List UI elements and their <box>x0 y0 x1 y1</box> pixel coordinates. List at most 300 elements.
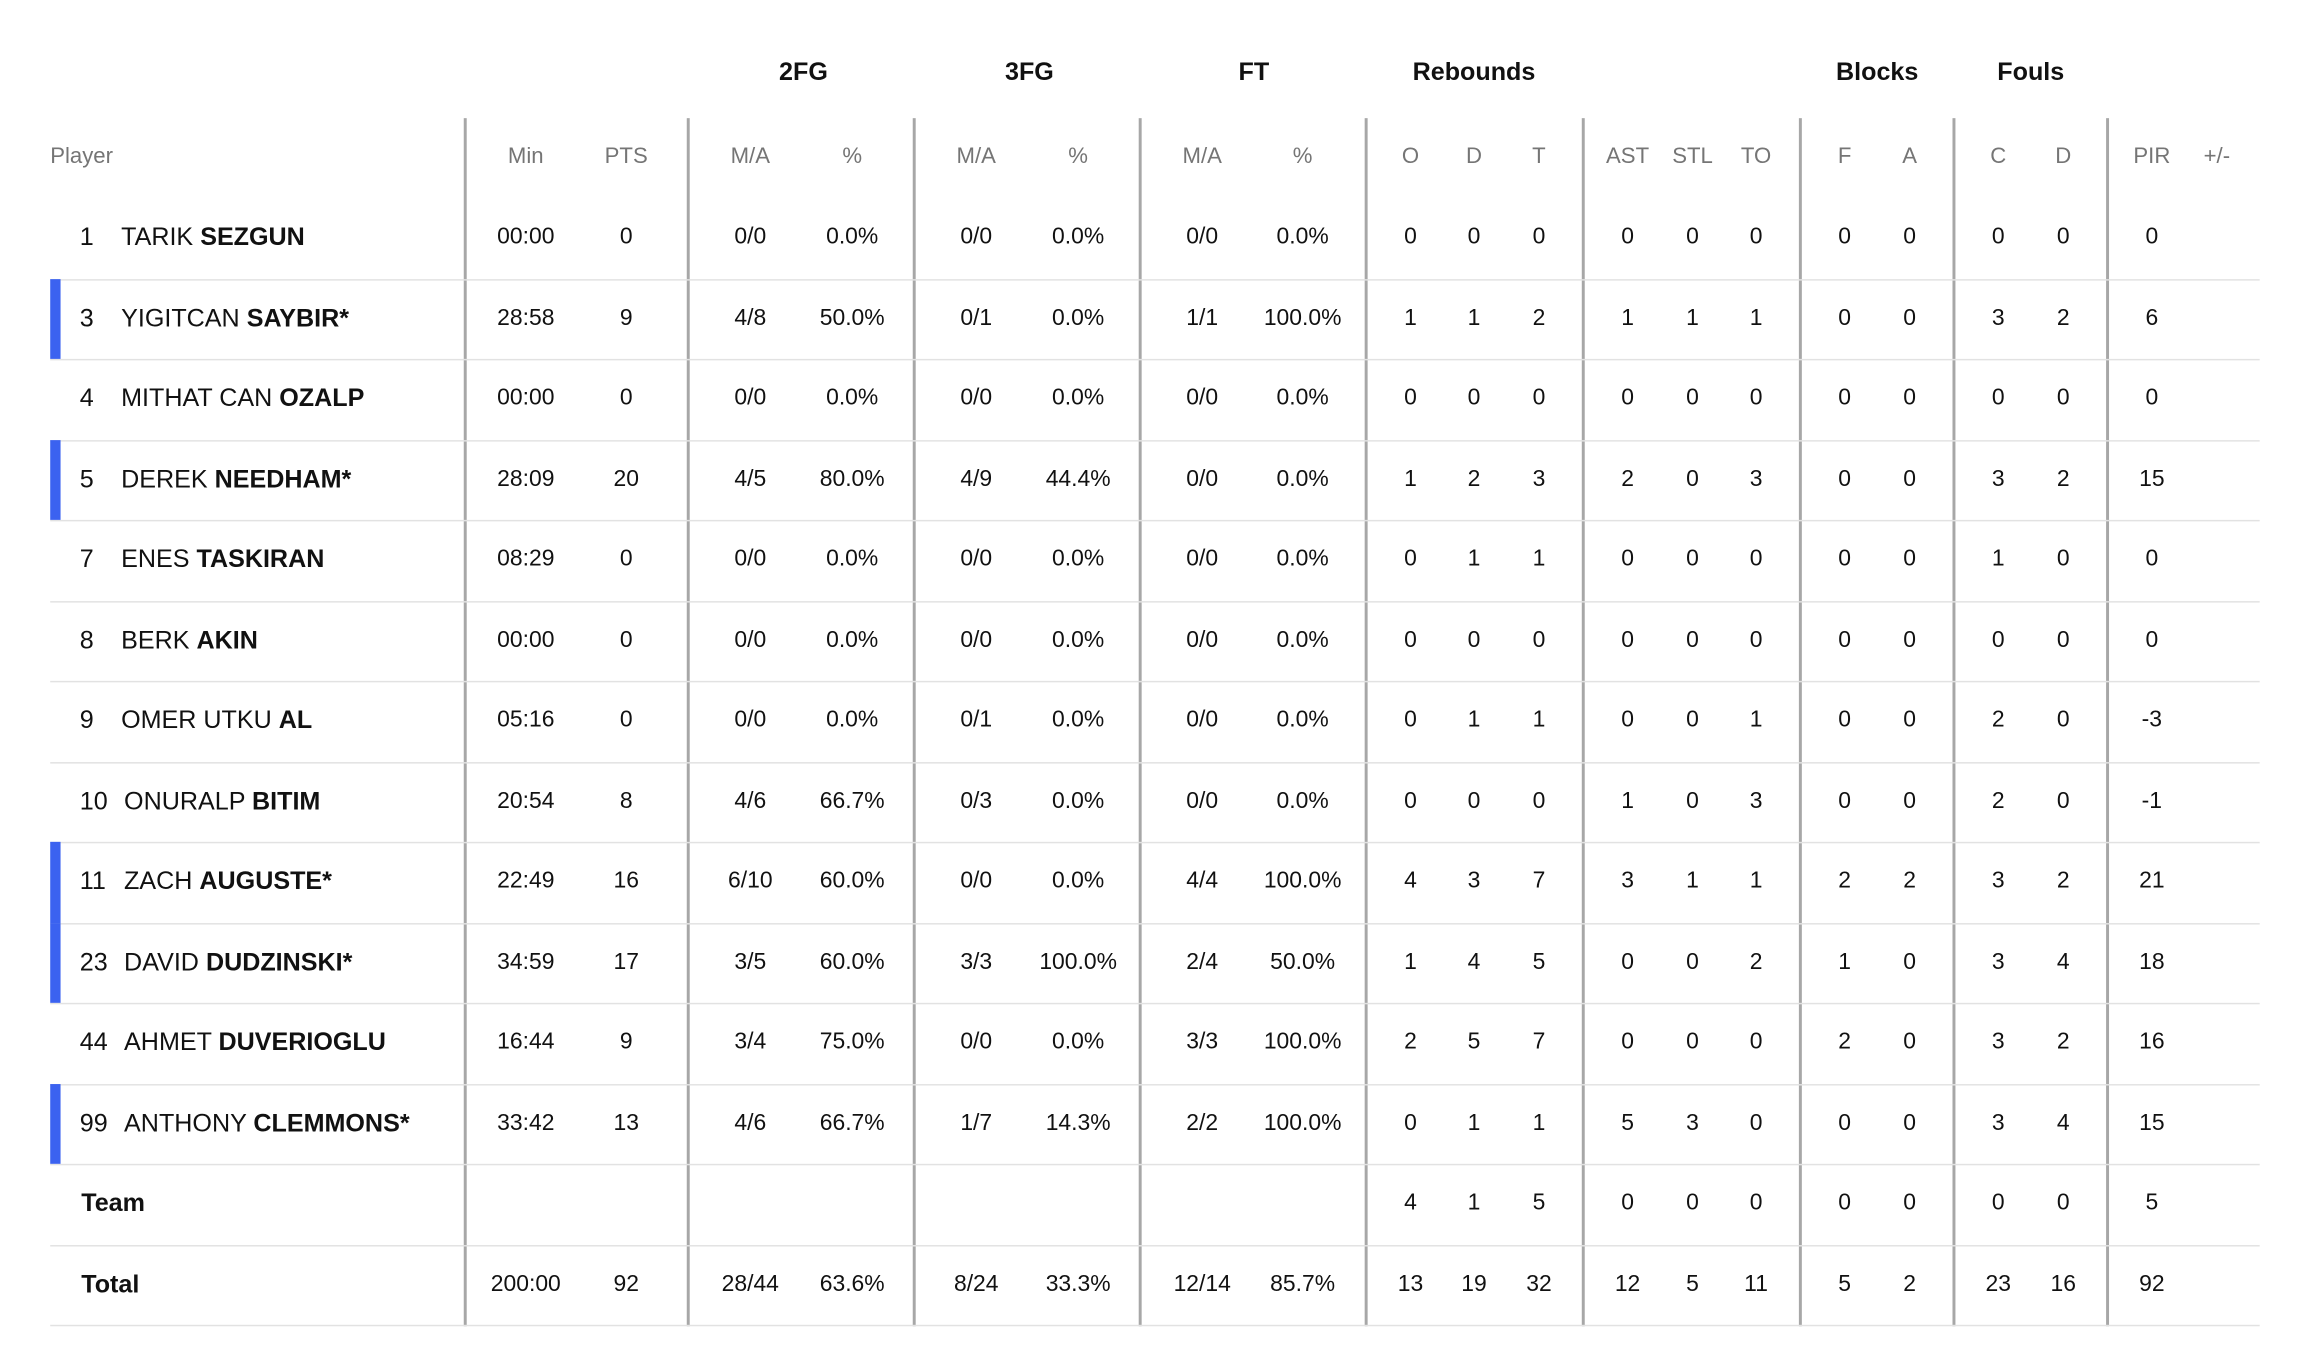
cell-reb-t: 1 <box>1532 1110 1546 1136</box>
group-ft: FT <box>1238 57 1270 86</box>
cell-pir: 92 <box>2139 1271 2165 1297</box>
cell-pts: 92 <box>613 1271 639 1297</box>
cell-fg2-ma: 0/0 <box>734 385 767 411</box>
cell-foul-d: 0 <box>2056 788 2070 814</box>
cell-reb-o: 0 <box>1404 224 1417 250</box>
starter-marker <box>50 278 60 358</box>
cell-stl: 0 <box>1686 788 1699 814</box>
cell-pts: 20 <box>613 466 639 492</box>
cell-reb-o: 0 <box>1404 385 1417 411</box>
cell-ast: 2 <box>1621 466 1634 492</box>
cell-ft-ma: 0/0 <box>1186 466 1219 492</box>
cell-stl: 0 <box>1686 385 1699 411</box>
player-last-name: AUGUSTE* <box>199 867 332 896</box>
cell-blk-f: 2 <box>1838 1029 1852 1055</box>
cell-foul-c: 0 <box>1991 385 2005 411</box>
col-pts[interactable]: PTS <box>604 143 648 170</box>
cell-fg2-pct: 80.0% <box>819 466 885 492</box>
cell-stl: 0 <box>1686 1190 1699 1216</box>
group-fouls: Fouls <box>1997 57 2065 86</box>
cell-fg3-pct: 0.0% <box>1052 788 1105 814</box>
cell-stl: 3 <box>1686 1110 1699 1136</box>
starter-marker <box>50 1083 60 1163</box>
cell-foul-d: 4 <box>2056 1110 2070 1136</box>
cell-to: 1 <box>1749 868 1763 894</box>
team-label: Team <box>81 1189 145 1218</box>
cell-blk-a: 0 <box>1903 224 1917 250</box>
cell-foul-d: 2 <box>2056 868 2070 894</box>
player-first-name: AHMET <box>124 1028 212 1057</box>
cell-to: 0 <box>1749 1110 1763 1136</box>
cell-foul-c: 3 <box>1991 1029 2005 1055</box>
table-row[interactable] <box>50 520 2259 602</box>
player-first-name: TARIK <box>121 223 194 252</box>
cell-ast: 0 <box>1621 627 1634 653</box>
cell-ft-pct: 100.0% <box>1263 1110 1342 1136</box>
cell-to: 0 <box>1749 1190 1763 1216</box>
col-foul-d[interactable]: D <box>2055 143 2072 170</box>
player-last-name: AL <box>278 706 313 735</box>
cell-fg3-ma: 8/24 <box>953 1271 999 1297</box>
cell-fg2-pct: 0.0% <box>826 707 879 733</box>
cell-reb-t: 0 <box>1532 224 1546 250</box>
cell-blk-f: 0 <box>1838 466 1852 492</box>
col-foul-c[interactable]: C <box>1990 143 2007 170</box>
player-number: 5 <box>79 464 94 493</box>
cell-pir: -1 <box>2141 788 2163 814</box>
table-row[interactable] <box>50 842 2259 924</box>
table-row[interactable] <box>50 1083 2259 1165</box>
cell-pir: 6 <box>2145 305 2159 331</box>
cell-to: 3 <box>1749 466 1763 492</box>
player-name[interactable] <box>121 223 305 253</box>
cell-fg3-pct: 44.4% <box>1045 466 1111 492</box>
cell-pir: 15 <box>2139 466 2165 492</box>
cell-pts: 0 <box>619 385 633 411</box>
cell-ast: 0 <box>1621 949 1634 975</box>
col-reb-o[interactable]: O <box>1401 143 1420 170</box>
cell-stl: 0 <box>1686 949 1699 975</box>
player-number: 8 <box>79 625 94 654</box>
cell-fg2-ma: 4/5 <box>734 466 767 492</box>
cell-fg3-ma: 0/3 <box>960 788 993 814</box>
cell-ast: 1 <box>1621 788 1634 814</box>
cell-fg3-pct: 14.3% <box>1045 1110 1111 1136</box>
cell-fg2-pct: 60.0% <box>819 949 885 975</box>
cell-fg3-ma: 0/0 <box>960 627 993 653</box>
cell-fg3-pct: 0.0% <box>1052 385 1105 411</box>
cell-pts: 0 <box>619 546 633 572</box>
cell-to: 0 <box>1749 385 1763 411</box>
player-number: 99 <box>79 1108 108 1137</box>
cell-reb-t: 0 <box>1532 627 1546 653</box>
table-row[interactable] <box>50 922 2259 1004</box>
cell-fg2-pct: 66.7% <box>819 1110 885 1136</box>
cell-reb-o: 1 <box>1404 305 1417 331</box>
player-number: 23 <box>79 947 108 976</box>
cell-fg3-ma: 0/0 <box>960 385 993 411</box>
player-number: 44 <box>79 1028 108 1057</box>
player-first-name: YIGITCAN <box>121 303 240 332</box>
col-ft-pct[interactable]: % <box>1292 143 1313 170</box>
cell-blk-f: 5 <box>1838 1271 1852 1297</box>
col-reb-d[interactable]: D <box>1465 143 1482 170</box>
cell-foul-c: 3 <box>1991 1110 2005 1136</box>
cell-foul-d: 0 <box>2056 707 2070 733</box>
player-name[interactable] <box>124 867 332 897</box>
cell-fg3-pct: 33.3% <box>1045 1271 1111 1297</box>
cell-reb-o: 0 <box>1404 788 1417 814</box>
cell-pir: 21 <box>2139 868 2165 894</box>
col-plus-minus[interactable]: +/- <box>2203 143 2231 170</box>
player-name[interactable] <box>124 1028 386 1058</box>
cell-reb-o: 0 <box>1404 546 1417 572</box>
cell-fg2-pct: 63.6% <box>819 1271 885 1297</box>
cell-fg2-pct: 0.0% <box>826 627 879 653</box>
cell-fg3-pct: 0.0% <box>1052 546 1105 572</box>
cell-to: 0 <box>1749 224 1763 250</box>
cell-stl: 0 <box>1686 707 1699 733</box>
cell-blk-a: 0 <box>1903 546 1917 572</box>
cell-reb-t: 5 <box>1532 949 1546 975</box>
player-name[interactable] <box>124 948 352 978</box>
player-first-name: DAVID <box>124 947 199 976</box>
table-row[interactable] <box>50 278 2259 360</box>
cell-reb-o: 0 <box>1404 707 1417 733</box>
cell-reb-d: 0 <box>1467 224 1481 250</box>
cell-pir: 16 <box>2139 1029 2165 1055</box>
cell-reb-d: 0 <box>1467 788 1481 814</box>
player-last-name: DUVERIOGLU <box>218 1028 386 1057</box>
cell-fg2-ma: 4/6 <box>734 1110 767 1136</box>
cell-fg2-ma: 0/0 <box>734 627 767 653</box>
cell-foul-c: 0 <box>1991 627 2005 653</box>
cell-blk-f: 0 <box>1838 385 1852 411</box>
cell-fg2-ma: 3/5 <box>734 949 767 975</box>
cell-reb-t: 7 <box>1532 1029 1546 1055</box>
cell-ast: 0 <box>1621 707 1634 733</box>
cell-reb-o: 1 <box>1404 949 1417 975</box>
player-first-name: ANTHONY <box>124 1108 247 1137</box>
cell-blk-a: 0 <box>1903 627 1917 653</box>
cell-ft-pct: 50.0% <box>1270 949 1336 975</box>
cell-ft-ma: 1/1 <box>1186 305 1219 331</box>
col-2fg-pct[interactable]: % <box>842 143 863 170</box>
cell-stl: 0 <box>1686 546 1699 572</box>
cell-min: 16:44 <box>497 1029 555 1055</box>
cell-blk-f: 0 <box>1838 1190 1852 1216</box>
cell-min: 200:00 <box>490 1271 561 1297</box>
player-number: 4 <box>79 384 94 413</box>
cell-min: 00:00 <box>497 385 555 411</box>
cell-blk-a: 0 <box>1903 1110 1917 1136</box>
cell-pts: 9 <box>619 1029 633 1055</box>
player-number: 9 <box>79 706 94 735</box>
table-row[interactable] <box>50 681 2259 763</box>
cell-ft-ma: 12/14 <box>1173 1271 1231 1297</box>
cell-fg3-ma: 0/1 <box>960 305 993 331</box>
cell-pir: 0 <box>2145 385 2159 411</box>
cell-reb-t: 32 <box>1526 1271 1552 1297</box>
cell-reb-t: 7 <box>1532 868 1546 894</box>
cell-ft-pct: 100.0% <box>1263 1029 1342 1055</box>
cell-ft-ma: 3/3 <box>1186 1029 1219 1055</box>
cell-foul-d: 2 <box>2056 1029 2070 1055</box>
table-row[interactable] <box>50 198 2259 280</box>
cell-fg2-ma: 6/10 <box>727 868 773 894</box>
cell-blk-a: 0 <box>1903 788 1917 814</box>
cell-stl: 1 <box>1686 868 1699 894</box>
cell-fg2-pct: 75.0% <box>819 1029 885 1055</box>
cell-ft-ma: 0/0 <box>1186 788 1219 814</box>
cell-fg3-ma: 0/0 <box>960 868 993 894</box>
cell-to: 11 <box>1744 1271 1768 1297</box>
col-stl[interactable]: STL <box>1672 143 1713 170</box>
col-blk-a[interactable]: A <box>1902 143 1918 170</box>
cell-pts: 0 <box>619 224 633 250</box>
cell-foul-c: 0 <box>1991 224 2005 250</box>
cell-fg2-pct: 60.0% <box>819 868 885 894</box>
cell-fg3-ma: 3/3 <box>960 949 993 975</box>
cell-pts: 0 <box>619 707 633 733</box>
cell-stl: 1 <box>1686 305 1699 331</box>
cell-fg2-ma: 3/4 <box>734 1029 767 1055</box>
player-name[interactable] <box>121 626 258 656</box>
group-2fg: 2FG <box>779 57 828 86</box>
cell-fg3-ma: 0/1 <box>960 707 993 733</box>
cell-min: 00:00 <box>497 627 555 653</box>
cell-reb-t: 1 <box>1532 707 1546 733</box>
col-pir[interactable]: PIR <box>2133 143 2171 170</box>
player-first-name: MITHAT CAN <box>121 384 273 413</box>
cell-ft-ma: 2/4 <box>1186 949 1219 975</box>
col-2fg-ma[interactable]: M/A <box>730 143 770 170</box>
cell-blk-f: 0 <box>1838 707 1852 733</box>
cell-foul-d: 16 <box>2050 1271 2076 1297</box>
cell-foul-d: 4 <box>2056 949 2070 975</box>
cell-foul-c: 3 <box>1991 466 2005 492</box>
cell-ast: 12 <box>1614 1271 1641 1297</box>
cell-blk-a: 0 <box>1903 466 1917 492</box>
cell-fg3-pct: 0.0% <box>1052 707 1105 733</box>
player-first-name: OMER UTKU <box>121 706 272 735</box>
cell-ast: 0 <box>1621 385 1634 411</box>
cell-reb-d: 1 <box>1467 707 1481 733</box>
player-number: 7 <box>79 545 94 574</box>
cell-min: 20:54 <box>497 788 555 814</box>
cell-min: 34:59 <box>497 949 555 975</box>
cell-foul-d: 0 <box>2056 385 2070 411</box>
col-3fg-pct[interactable]: % <box>1068 143 1089 170</box>
cell-blk-f: 0 <box>1838 305 1852 331</box>
cell-min: 05:16 <box>497 707 555 733</box>
cell-foul-c: 2 <box>1991 707 2005 733</box>
player-number: 1 <box>79 223 94 252</box>
cell-blk-a: 2 <box>1903 1271 1917 1297</box>
cell-ft-ma: 0/0 <box>1186 707 1219 733</box>
cell-reb-t: 0 <box>1532 385 1546 411</box>
cell-fg2-ma: 28/44 <box>721 1271 779 1297</box>
cell-stl: 5 <box>1686 1271 1699 1297</box>
cell-to: 2 <box>1749 949 1763 975</box>
col-player[interactable]: Player <box>50 143 114 170</box>
col-blk-f[interactable]: F <box>1837 143 1852 170</box>
col-ft-ma[interactable]: M/A <box>1182 143 1222 170</box>
cell-reb-d: 4 <box>1467 949 1481 975</box>
cell-foul-c: 3 <box>1991 305 2005 331</box>
player-last-name: BITIM <box>251 786 321 815</box>
starter-marker <box>50 439 60 519</box>
cell-blk-f: 0 <box>1838 1110 1852 1136</box>
cell-fg2-ma: 4/6 <box>734 788 767 814</box>
cell-fg3-ma: 1/7 <box>960 1110 993 1136</box>
cell-blk-f: 0 <box>1838 224 1852 250</box>
player-first-name: DEREK <box>121 464 208 493</box>
cell-foul-d: 0 <box>2056 224 2070 250</box>
player-name[interactable] <box>121 706 312 736</box>
cell-pir: -3 <box>2141 707 2163 733</box>
player-last-name: CLEMMONS* <box>253 1108 410 1137</box>
cell-min: 28:09 <box>497 466 555 492</box>
cell-fg2-ma: 0/0 <box>734 546 767 572</box>
cell-fg3-pct: 0.0% <box>1052 868 1105 894</box>
cell-ft-pct: 0.0% <box>1276 385 1329 411</box>
cell-fg3-pct: 0.0% <box>1052 305 1105 331</box>
player-name[interactable] <box>121 304 349 334</box>
cell-min: 33:42 <box>497 1110 555 1136</box>
player-name[interactable] <box>121 465 351 495</box>
cell-blk-f: 0 <box>1838 788 1852 814</box>
cell-reb-d: 2 <box>1467 466 1481 492</box>
cell-pir: 0 <box>2145 224 2159 250</box>
col-ast[interactable]: AST <box>1606 143 1650 170</box>
cell-ft-pct: 0.0% <box>1276 546 1329 572</box>
cell-pts: 17 <box>613 949 639 975</box>
cell-reb-t: 3 <box>1532 466 1546 492</box>
cell-reb-t: 1 <box>1532 546 1546 572</box>
starter-marker <box>50 922 60 1002</box>
cell-reb-d: 19 <box>1461 1271 1487 1297</box>
cell-foul-d: 0 <box>2056 627 2070 653</box>
cell-blk-f: 2 <box>1838 868 1852 894</box>
table-row[interactable] <box>50 1003 2259 1085</box>
cell-to: 1 <box>1749 305 1763 331</box>
cell-blk-a: 0 <box>1903 385 1917 411</box>
cell-foul-c: 23 <box>1985 1271 2012 1297</box>
group-3fg: 3FG <box>1004 57 1054 86</box>
cell-reb-t: 0 <box>1532 788 1546 814</box>
cell-ft-pct: 0.0% <box>1276 466 1329 492</box>
player-name[interactable] <box>124 1109 410 1139</box>
cell-blk-a: 2 <box>1903 868 1917 894</box>
player-first-name: ENES <box>121 545 190 574</box>
cell-ft-ma: 0/0 <box>1186 546 1219 572</box>
cell-foul-d: 0 <box>2056 546 2070 572</box>
cell-foul-c: 0 <box>1991 1190 2005 1216</box>
player-last-name: SEZGUN <box>200 223 305 252</box>
cell-pir: 18 <box>2139 949 2165 975</box>
player-name[interactable] <box>121 545 324 575</box>
cell-fg3-pct: 0.0% <box>1052 224 1105 250</box>
cell-foul-c: 1 <box>1991 546 2005 572</box>
player-last-name: TASKIRAN <box>196 545 325 574</box>
cell-pir: 5 <box>2145 1190 2159 1216</box>
cell-ft-pct: 0.0% <box>1276 627 1329 653</box>
cell-fg2-pct: 0.0% <box>826 546 879 572</box>
cell-ast: 3 <box>1621 868 1634 894</box>
cell-fg3-pct: 0.0% <box>1052 627 1105 653</box>
cell-blk-f: 1 <box>1838 949 1852 975</box>
cell-fg2-ma: 4/8 <box>734 305 767 331</box>
cell-ft-ma: 0/0 <box>1186 224 1219 250</box>
table-row[interactable] <box>50 439 2259 521</box>
player-first-name: BERK <box>121 625 190 654</box>
cell-fg3-pct: 100.0% <box>1039 949 1117 975</box>
cell-reb-o: 4 <box>1404 1190 1417 1216</box>
col-reb-t[interactable]: T <box>1532 143 1546 170</box>
cell-fg2-pct: 0.0% <box>826 385 879 411</box>
cell-reb-d: 0 <box>1467 385 1481 411</box>
player-name[interactable] <box>124 787 320 817</box>
cell-blk-a: 0 <box>1903 1190 1917 1216</box>
cell-pts: 0 <box>619 627 633 653</box>
cell-reb-d: 1 <box>1467 1190 1481 1216</box>
cell-stl: 0 <box>1686 224 1699 250</box>
cell-fg2-pct: 50.0% <box>819 305 885 331</box>
team-row <box>50 1164 2259 1246</box>
cell-pts: 8 <box>619 788 633 814</box>
col-min[interactable]: Min <box>507 143 544 170</box>
player-number: 11 <box>79 867 106 896</box>
cell-foul-c: 2 <box>1991 788 2005 814</box>
cell-to: 3 <box>1749 788 1763 814</box>
cell-ast: 1 <box>1621 305 1634 331</box>
group-rebounds: Rebounds <box>1412 57 1536 86</box>
cell-reb-o: 13 <box>1397 1271 1424 1297</box>
col-to[interactable]: TO <box>1740 143 1772 170</box>
cell-pts: 9 <box>619 305 633 331</box>
total-row <box>50 1244 2259 1326</box>
player-name[interactable] <box>121 384 364 414</box>
cell-reb-t: 2 <box>1532 305 1546 331</box>
cell-reb-d: 1 <box>1467 305 1481 331</box>
table-row[interactable] <box>50 359 2259 441</box>
cell-blk-f: 0 <box>1838 627 1852 653</box>
cell-reb-d: 5 <box>1467 1029 1481 1055</box>
cell-ft-ma: 4/4 <box>1186 868 1219 894</box>
cell-min: 22:49 <box>497 868 555 894</box>
cell-reb-o: 0 <box>1404 1110 1417 1136</box>
cell-ast: 0 <box>1621 224 1634 250</box>
cell-blk-a: 0 <box>1903 949 1917 975</box>
cell-blk-a: 0 <box>1903 1029 1917 1055</box>
cell-foul-d: 2 <box>2056 305 2070 331</box>
table-row[interactable] <box>50 761 2259 843</box>
cell-ft-pct: 0.0% <box>1276 224 1329 250</box>
table-row[interactable] <box>50 600 2259 682</box>
group-blocks: Blocks <box>1835 57 1919 86</box>
player-first-name: ZACH <box>124 867 193 896</box>
player-number: 3 <box>79 303 94 332</box>
cell-reb-o: 0 <box>1404 627 1417 653</box>
cell-fg2-ma: 0/0 <box>734 707 767 733</box>
player-last-name: NEEDHAM* <box>214 464 352 493</box>
cell-stl: 0 <box>1686 627 1699 653</box>
cell-ft-pct: 85.7% <box>1270 1271 1336 1297</box>
col-3fg-ma[interactable]: M/A <box>956 143 996 170</box>
cell-to: 0 <box>1749 1029 1763 1055</box>
cell-reb-d: 0 <box>1467 627 1481 653</box>
